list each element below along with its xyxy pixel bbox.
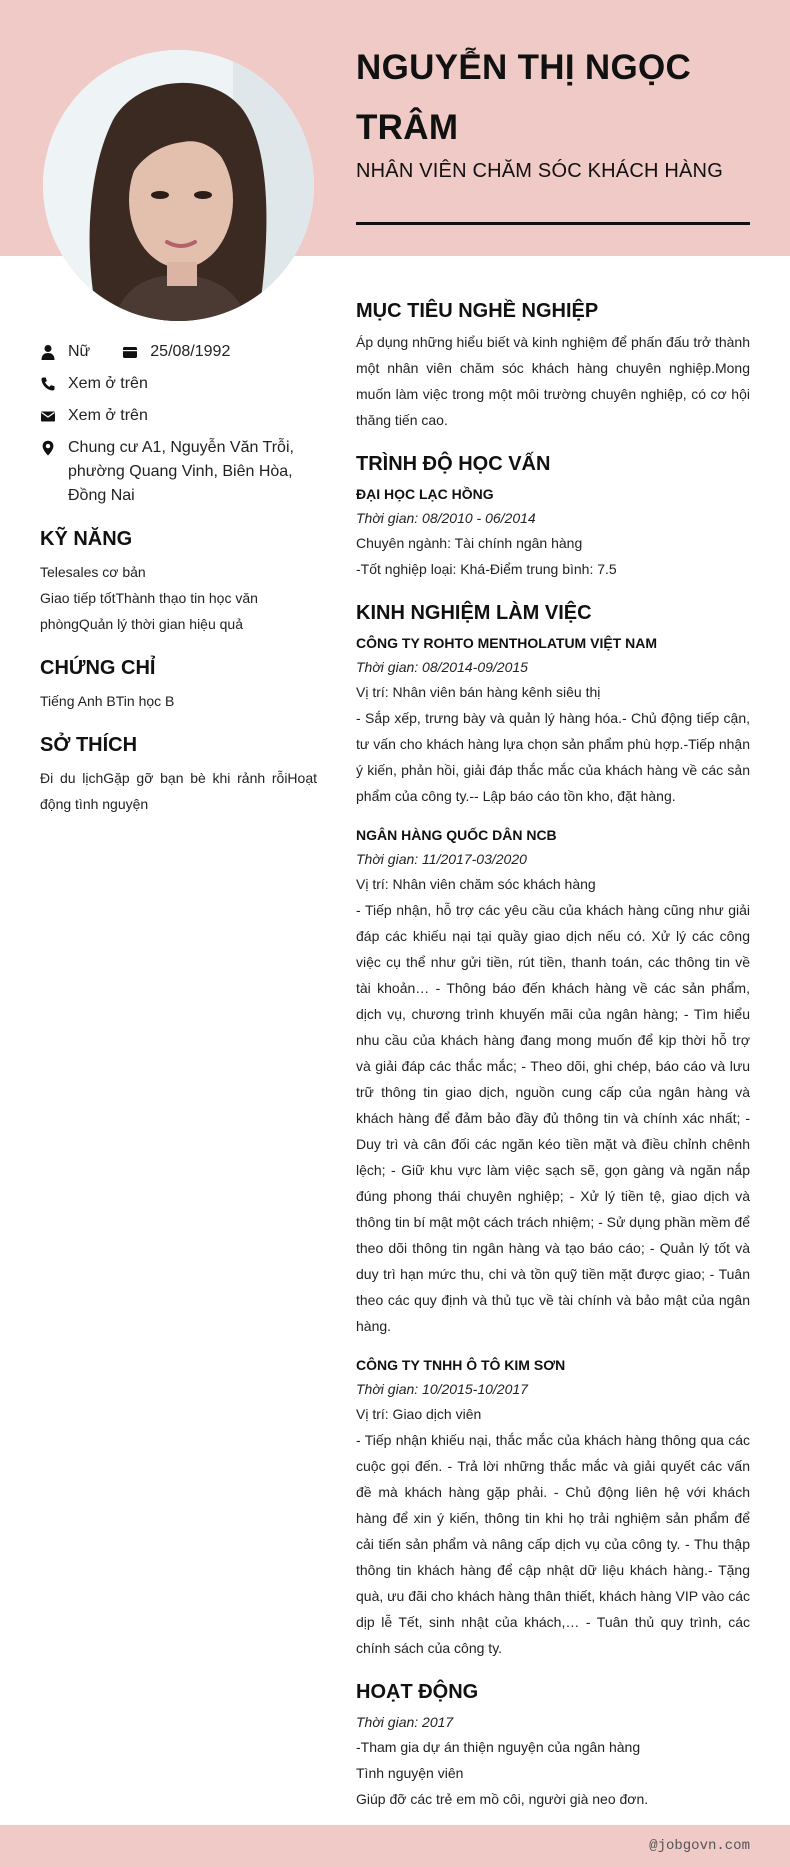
footer-watermark: @jobgovn.com [649,1838,750,1854]
job-description: - Tiếp nhận khiếu nại, thắc mắc của khách hàng thông qua các cuộc gọi đến. - Trả lời những thắc mắc và giải quyết các vấn đề mà khách hàng gặp phải. - Chủ động liên hệ với khách hàng để xin ý kiến, thông tin khi họ trải nghiệm sản phẩm để cải tiến sản phẩm và nâng cấp dịch vụ của công ty. - Thu thập thông tin khách hàng để cập nhật dữ liệu khách hàng.- Tặng quà, ưu đãi cho khách hàng thân thiết, khách hàng VIP vào các dịp lễ Tết, sinh nhật của khách,… - Tuân thủ quy trình, các chính sách của công ty. [356,1432,750,1656]
email-value: Xem ở trên [68,407,148,424]
objective-text: Áp dụng những hiểu biết và kinh nghiệm để phấn đấu trở thành một nhân viên chăm sóc khách hàng chuyên nghiệp.Mong muốn làm việc trong một môi trường chuyên nghiệp, có cơ hội thăng tiến cao. [356,334,750,428]
job-entry [356,823,750,1339]
activity-line: Tình nguyện viên [356,1765,464,1781]
birthday-value: 25/08/1992 [150,343,231,360]
left-column [40,340,317,817]
school-name: ĐẠI HỌC LẠC HỒNG [356,486,494,502]
address-row [40,436,317,508]
gender-value: Nữ [68,343,91,360]
certificates-text: Tiếng Anh BTin học B [40,693,175,709]
gender-row [40,340,90,364]
activities-period: Thời gian: 2017 [356,1714,454,1730]
job-entry [356,631,750,809]
job-position: Vị trí: Nhân viên chăm sóc khách hàng [356,876,596,892]
right-column [356,300,750,1832]
address-value: Chung cư A1, Nguyễn Văn Trỗi, phường Quang Vinh, Biên Hòa, Đồng Nai [68,439,294,504]
job-description: - Tiếp nhận, hỗ trợ các yêu cầu của khách hàng cũng như giải đáp các khiếu nại tại quầy giao dịch nếu có. Xử lý các công việc cụ thể như gửi tiền, rút tiền, thanh toán, các thông tin về tài khoản… - Thông báo đến khách hàng về các sản phẩm, dịch vụ, chương trình khuyến mãi của ngân hàng; - Tìm hiểu nhu cầu của khách hàng đang mong muốn để kịp thời hỗ trợ và giải đáp các thắc mắc; - Theo dõi, ghi chép, báo cáo và lưu trữ thông tin giao dịch, nguồn cung cấp của ngân hàng và khách hàng để đảm bảo đầy đủ thông tin và chính xác nhất; - Duy trì và cân đối các ngăn kéo tiền mặt và điều chỉnh chênh lệch; - Giữ khu vực làm việc sạch sẽ, gọn gàng và ngăn nắp đúng phong thái chuyên nghiệp; - Xử lý tiền tệ, giao dịch và thông tin bí mật một cách trách nhiệm; - Sử dụng phần mềm để theo dõi thông tin ngân hàng và tạo báo cáo; - Quản lý tốt và duy trì hạn mức thu, chi và tồn quỹ tiền mặt được giao; - Tuân theo các quy định và thủ tục về tài chính và bảo mật của ngân hàng. [356,902,750,1334]
activity-line: Giúp đỡ các trẻ em mồ côi, người già neo đơn. [356,1791,649,1807]
person-icon [40,344,56,360]
company-name: CÔNG TY TNHH Ô TÔ KIM SƠN [356,1357,566,1373]
education-period: Thời gian: 08/2010 - 06/2014 [356,510,536,526]
phone-row [40,372,317,396]
certificates-heading: CHỨNG CHỈ [40,657,156,679]
company-name: CÔNG TY ROHTO MENTHOLATUM VIỆT NAM [356,635,657,651]
envelope-icon [40,408,56,424]
job-entry [356,1353,750,1661]
personal-info-row [40,340,317,372]
profile-photo [43,50,314,321]
phone-value: Xem ở trên [68,375,148,392]
objective-heading: MỤC TIÊU NGHỀ NGHIỆP [356,300,599,322]
activity-line: -Tham gia dự án thiện nguyện của ngân hàng [356,1739,641,1755]
birthday-row [122,340,230,364]
education-major: Chuyên ngành: Tài chính ngân hàng [356,535,583,551]
job-period: Thời gian: 10/2015-10/2017 [356,1381,528,1397]
experience-section [356,602,750,1661]
job-period: Thời gian: 08/2014-09/2015 [356,659,528,675]
job-period: Thời gian: 11/2017-03/2020 [356,851,527,867]
skills-heading: KỸ NĂNG [40,528,133,550]
email-row [40,404,317,428]
location-pin-icon [40,440,56,456]
hobbies-heading: SỞ THÍCH [40,734,138,756]
calendar-icon [122,344,138,360]
title-divider [356,222,750,225]
phone-icon [40,376,56,392]
education-section [356,453,750,582]
candidate-name: NGUYỄN THỊ NGỌC TRÂM [356,48,692,147]
skill-item: Telesales cơ bản [40,564,146,580]
activities-section [356,1681,750,1812]
experience-heading: KINH NGHIỆM LÀM VIỆC [356,602,592,624]
skill-item: Giao tiếp tốtThành thạo tin học văn phòngQuản lý thời gian hiệu quả [40,590,258,632]
job-description: - Sắp xếp, trưng bày và quản lý hàng hóa.- Chủ động tiếp cận, tư vấn cho khách hàng lựa chọn sản phẩm phù hợp.-Tiếp nhận ý kiến, phản hồi, giải đáp thắc mắc của khách hàng về các sản phẩm của công ty.-- Lập báo cáo tồn kho, đặt hàng. [356,710,750,804]
company-name: NGÂN HÀNG QUỐC DÂN NCB [356,827,557,843]
objective-section [356,300,750,433]
activities-heading: HOẠT ĐỘNG [356,1681,479,1703]
job-title: NHÂN VIÊN CHĂM SÓC KHÁCH HÀNG [356,160,723,182]
job-position: Vị trí: Nhân viên bán hàng kênh siêu thị [356,684,601,700]
education-grade: -Tốt nghiệp loại: Khá-Điểm trung bình: 7.5 [356,561,617,577]
hobbies-text: Đi du lịchGặp gỡ bạn bè khi rảnh rỗiHoạt động tình nguyện [40,770,317,812]
job-position: Vị trí: Giao dịch viên [356,1406,482,1422]
education-heading: TRÌNH ĐỘ HỌC VẤN [356,453,551,475]
